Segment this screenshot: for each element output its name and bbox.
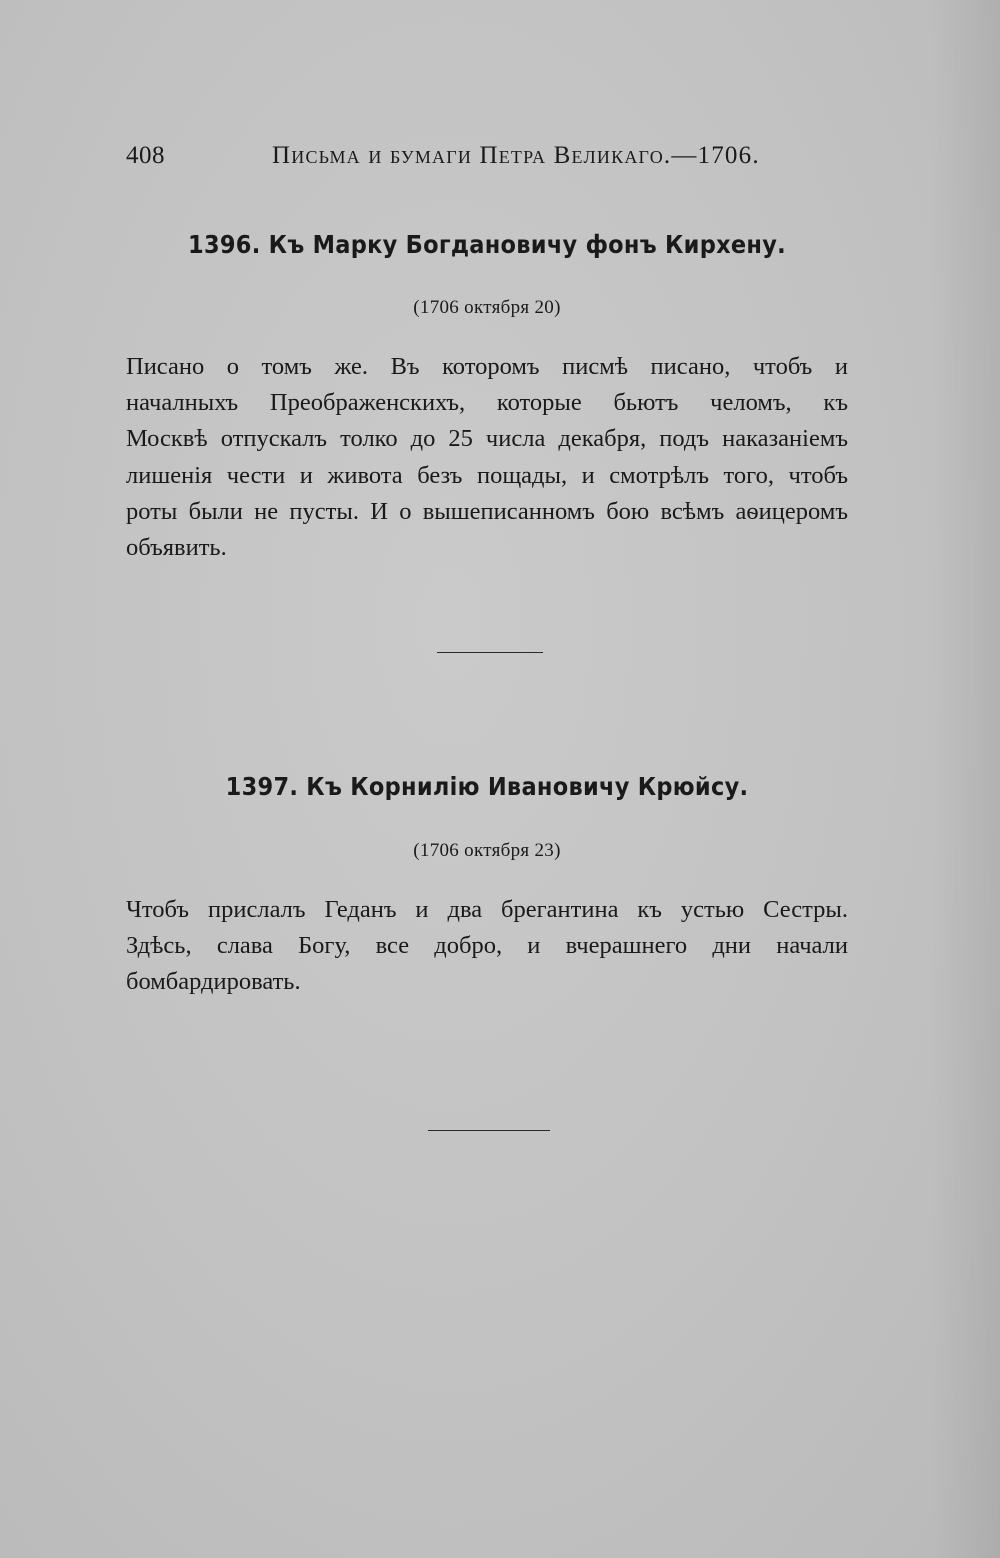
letter-heading: 1396. Къ Марку Богдановичу фонъ Кирхену.	[188, 230, 786, 259]
body-line: бомбардировать.	[126, 968, 301, 996]
body-line: Писано о томъ же. Въ которомъ писмѣ писано, чтобъ и	[126, 353, 848, 380]
end-divider	[428, 1130, 550, 1131]
page-number: 408	[126, 142, 165, 169]
body-line: объявить.	[126, 533, 227, 561]
body-line: лишенія чести и живота безъ пощады, и смотрѣлъ того, чтобъ	[126, 461, 848, 489]
running-title: Письма и бумаги Петра Великаго.—1706.	[272, 142, 760, 169]
letter-body	[126, 892, 848, 1001]
letter-body	[126, 349, 848, 566]
body-line: роты были не пусты. И о вышеписанномъ бою всѣмъ аѳицеромъ	[126, 497, 848, 525]
letter-heading: 1397. Къ Корнилію Ивановичу Крюйсу.	[225, 772, 749, 801]
body-line: Москвѣ отпускалъ толко до 25 числа декабря, подъ наказаніемъ	[126, 425, 848, 453]
letter-1396	[126, 228, 848, 566]
body-line: Здѣсь, слава Богу, все добро, и вчерашнего дни начали	[126, 932, 848, 960]
scan-edge-shadow	[930, 0, 1000, 1558]
letter-date: (1706 октября 20)	[413, 297, 561, 318]
body-line: Чтобъ прислалъ Геданъ и два брегантина къ устью Сестры.	[126, 896, 848, 923]
letter-1397	[126, 770, 848, 1001]
letter-date: (1706 октября 23)	[413, 840, 561, 861]
section-divider	[437, 652, 543, 653]
running-header	[126, 142, 876, 182]
body-line: началныхъ Преображенскихъ, которые бьютъ челомъ, къ	[126, 389, 848, 417]
